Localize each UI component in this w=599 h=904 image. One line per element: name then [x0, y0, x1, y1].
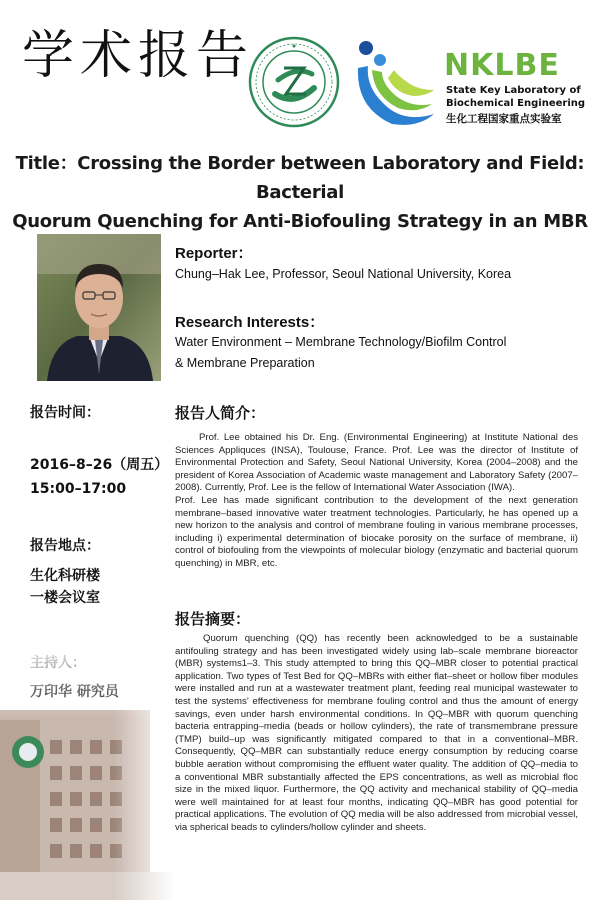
lab-name-line1: State Key Laboratory of: [446, 85, 581, 96]
building-background-image: [0, 640, 175, 900]
research-interests-line1: Water Environment – Membrane Technology/Biofilm Control: [175, 335, 507, 349]
nklbe-logo-text: NKLBE: [444, 48, 560, 83]
reporter-photo: [37, 234, 161, 381]
time-label: 报告时间：: [30, 405, 100, 421]
nklbe-emblem-icon: [352, 38, 442, 130]
talk-title: [10, 149, 590, 236]
bio-paragraph-1: Prof. Lee obtained his Dr. Eng. (Environmental Engineering) at Institute National des Sciences Appliquces (INSA), Toulouse, France. Prof. Lee was the director of Institute of Environmental Protection and Safety, Seoul National University, Korea (2004–2008) and the president of Korea Association of Academic waste management and Laboratory Safety (2007–2008). Currently, Prof. Lee is the fellow of International Water Association (IWA).: [175, 432, 578, 494]
abstract-paragraph: Quorum quenching (QQ) has recently been acknowledged to be a sustainable antifouling strategy and has been investigated widely using lab–scale membrane bioreactor (MBR) systems1–3. This study attempted to bring this QQ–MBR closer to potential practical application. Two types of Test Bed for QQ–MBRs with either flat–sheet or hollow fiber modules were installed and run at a wastewater treatment plant, feeding real municipal wastewater to test the systems’ effectiveness for membrane fouling control and thus the amount of energy savings, even under harsh environmental conditions. In QQ–MBR with quorum quenching bacteria entrapping–media (beads or hollow cylinders), the rate of transmembrane pressure (TMP) build–up was significantly mitigated compared to that in a conventional–MBR. Consequently, QQ–MBR can substantially reduce energy consumption by reducing coarse bubble aeration without compromising the effluent water quality. The addition of QQ–media to a conventional MBR substantially affected the EPS concentrations, as well as microbial floc size in the mixed liquor. Furthermore, the QQ activity and mechanical stability of QQ–media were well maintained for at least four months, indicating QQ–MBR has good potential for practical applications. The evolution of QQ media will be also addressed from microbial vessel, via spherical beads to cylinders/hollow cylinder and sheets.: [175, 633, 578, 833]
talk-time: 15:00–17:00: [30, 481, 127, 497]
abstract-section: [175, 633, 578, 835]
place-label: 报告地点：: [30, 538, 100, 554]
bio-paragraph-2: Prof. Lee has made significant contribution to the development of the next generation membrane–based innovative water treatment technologies. Particularly, he has opened up a new horizon to the analysis and control of membrane fouling in various membrane processes, including i) experimental determination of biocake porosity on the surface of membrane, ii) control of biofouling from the viewpoints of molecular biology (enzymatic and bacterial quorum quenching) in MBR, etc.: [175, 494, 578, 569]
abstract-label: 报告摘要：: [175, 611, 251, 628]
bio-section: [175, 432, 578, 571]
lab-name-line2: Biochemical Engineering: [446, 98, 586, 109]
research-interests-label: Research Interests：: [175, 314, 325, 331]
institute-seal-icon: [248, 36, 340, 128]
reporter-value: Chung–Hak Lee, Professor, Seoul National University, Korea: [175, 267, 512, 281]
bio-label: 报告人简介：: [175, 405, 266, 422]
talk-title-line1: Title：Crossing the Border between Laboratory and Field: Bacterial: [15, 153, 585, 203]
place-line2: 一楼会议室: [30, 590, 100, 606]
lab-name-en: [446, 84, 585, 110]
poster-header-title: 学术报告: [22, 26, 255, 86]
reporter-label: Reporter：: [175, 245, 253, 262]
lab-name-cn: 生化工程国家重点实验室: [446, 113, 562, 125]
place-line1: 生化科研楼: [30, 568, 100, 584]
research-interests-line2: & Membrane Preparation: [175, 356, 315, 370]
talk-title-line2: Quorum Quenching for Anti-Biofouling Strategy in an MBR: [12, 211, 588, 232]
talk-date: 2016–8–26（周五）: [30, 457, 169, 473]
